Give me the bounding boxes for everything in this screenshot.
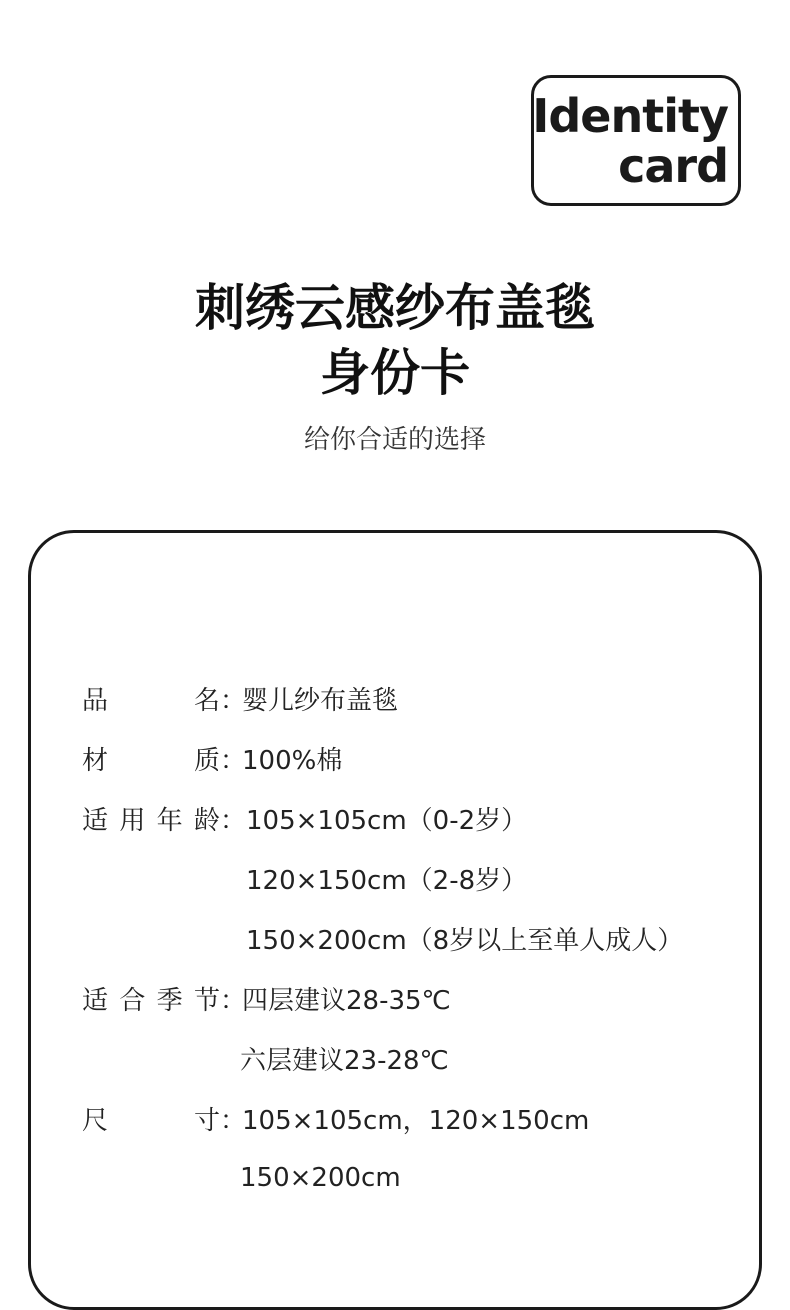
spec-row-age: 适 用 年 龄 ： 105×105cm（0-2岁） bbox=[82, 798, 527, 838]
spec-value-continued: 150×200cm bbox=[240, 1163, 401, 1193]
spec-row-size: 尺 寸 ： 105×105cm，120×150cm bbox=[82, 1098, 589, 1138]
spec-label: 材 质 bbox=[82, 745, 220, 776]
spec-label: 适 合 季 节 bbox=[82, 985, 220, 1016]
spec-value-continued: 150×200cm（8岁以上至单人成人） bbox=[246, 925, 684, 956]
spec-value: 105×105cm（0-2岁） bbox=[246, 805, 528, 836]
badge-line-2: card bbox=[618, 138, 728, 193]
identity-card-badge bbox=[531, 75, 741, 206]
spec-value: 100%棉 bbox=[242, 745, 343, 776]
page-title: 身份卡 bbox=[320, 344, 470, 402]
spec-value: 四层建议28-35℃ bbox=[242, 985, 451, 1016]
badge-line-1: Identity bbox=[532, 88, 728, 143]
spec-row-season: 适 合 季 节 ： 四层建议28-35℃ bbox=[82, 978, 451, 1018]
spec-value: 婴儿纱布盖毯 bbox=[242, 685, 399, 716]
spec-label: 适 用 年 龄 bbox=[82, 805, 220, 836]
spec-label: 品 名 bbox=[82, 685, 220, 716]
spec-row-name: 品 名 ： 婴儿纱布盖毯 bbox=[82, 678, 398, 718]
spec-label: 尺 寸 bbox=[82, 1105, 220, 1136]
spec-value: 105×105cm，120×150cm bbox=[242, 1105, 590, 1136]
spec-value-continued: 120×150cm（2-8岁） bbox=[246, 865, 528, 896]
spec-row-material: 材 质 ： 100%棉 bbox=[82, 738, 342, 778]
subtitle: 给你合适的选择 bbox=[303, 425, 486, 455]
spec-value-continued: 六层建议23-28℃ bbox=[240, 1045, 449, 1076]
product-title: 刺绣云感纱布盖毯 bbox=[195, 279, 595, 337]
